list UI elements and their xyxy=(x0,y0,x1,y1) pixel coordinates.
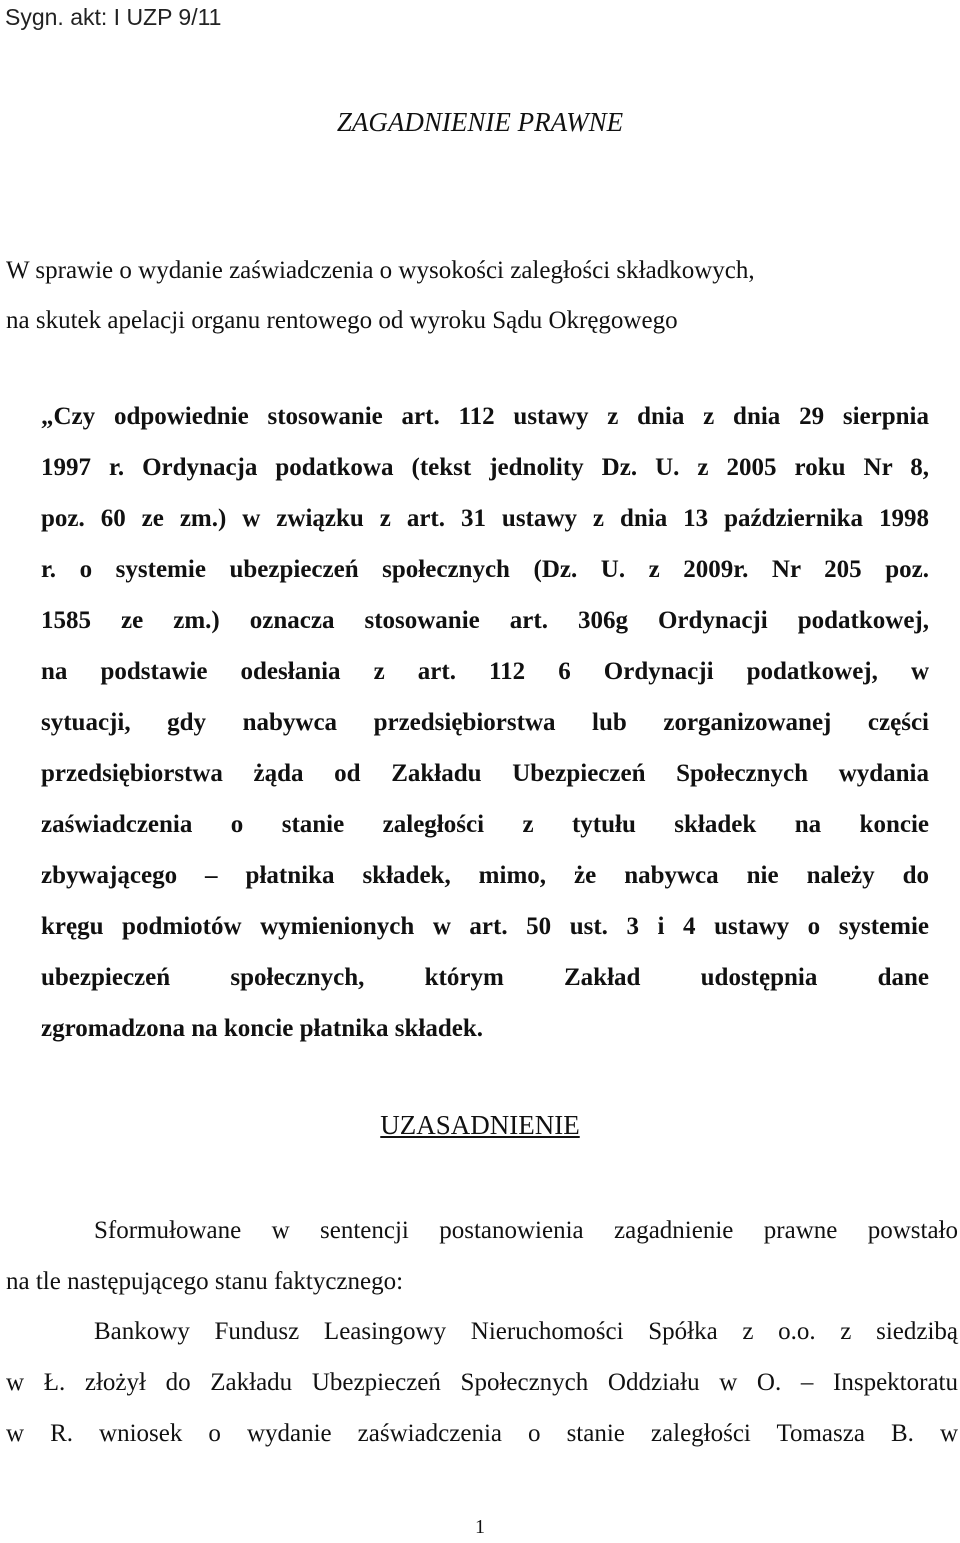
paragraph-line: na tle następującego stanu faktycznego: xyxy=(6,1268,404,1295)
legal-question xyxy=(41,391,929,1054)
question-line: ubezpieczeń społecznych, którym Zakład udostępnia dane xyxy=(41,964,929,991)
paragraph-line: w R. wniosek o wydanie zaświadczenia o stanie zaległości Tomasza B. w xyxy=(6,1420,958,1447)
question-line: „Czy odpowiednie stosowanie art. 112 ustawy z dnia z dnia 29 sierpnia xyxy=(41,403,929,430)
question-line: przedsiębiorstwa żąda od Zakładu Ubezpieczeń Społecznych wydania xyxy=(41,760,929,787)
page-number: 1 xyxy=(475,1516,485,1538)
question-line: na podstawie odesłania z art. 112 6 Ordynacji podatkowej, w xyxy=(41,658,929,685)
paragraph-line: Bankowy Fundusz Leasingowy Nieruchomości Spółka z o.o. z siedzibą xyxy=(94,1318,958,1345)
question-line: zbywającego – płatnika składek, mimo, że nabywca nie należy do xyxy=(41,862,929,889)
intro-line: W sprawie o wydanie zaświadczenia o wysokości zaległości składkowych, xyxy=(6,257,755,284)
document-title: ZAGADNIENIE PRAWNE xyxy=(336,107,624,137)
justification-heading: UZASADNIENIE xyxy=(380,1110,580,1140)
question-line: 1997 r. Ordynacja podatkowa (tekst jednolity Dz. U. z 2005 roku Nr 8, xyxy=(41,454,929,481)
intro-line: na skutek apelacji organu rentowego od wyroku Sądu Okręgowego xyxy=(6,307,678,334)
intro-paragraph xyxy=(6,246,755,346)
paragraph-line: w Ł. złożył do Zakładu Ubezpieczeń Społecznych Oddziału w O. – Inspektoratu xyxy=(6,1369,958,1396)
question-line: kręgu podmiotów wymienionych w art. 50 ust. 3 i 4 ustawy o systemie xyxy=(41,913,929,940)
justification-paragraph-1 xyxy=(6,1205,958,1307)
question-line: zaświadczenia o stanie zaległości z tytułu składek na koncie xyxy=(41,811,929,838)
question-line: zgromadzona na koncie płatnika składek. xyxy=(41,1015,483,1042)
paragraph-line: Sformułowane w sentencji postanowienia zagadnienie prawne powstało xyxy=(94,1217,958,1244)
question-line: 1585 ze zm.) oznacza stosowanie art. 306g Ordynacji podatkowej, xyxy=(41,607,929,634)
question-line: r. o systemie ubezpieczeń społecznych (Dz. U. z 2009r. Nr 205 poz. xyxy=(41,556,929,583)
question-line: sytuacji, gdy nabywca przedsiębiorstwa lub zorganizowanej części xyxy=(41,709,929,736)
case-signature: Sygn. akt: I UZP 9/11 xyxy=(5,4,222,30)
justification-paragraph-2 xyxy=(6,1306,958,1459)
question-line: poz. 60 ze zm.) w związku z art. 31 ustawy z dnia 13 października 1998 xyxy=(41,505,929,532)
